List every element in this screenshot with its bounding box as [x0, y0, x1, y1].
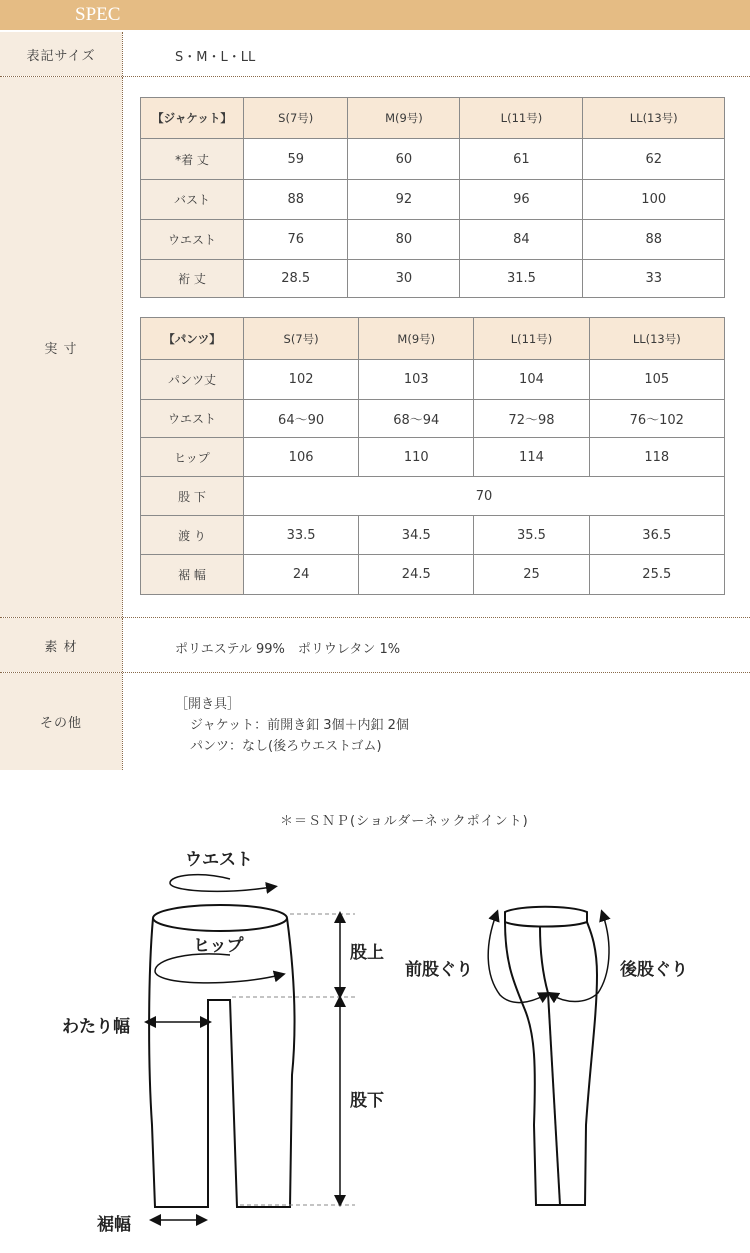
jacket-table-header-row	[141, 98, 725, 139]
value-cell: 61	[460, 139, 583, 180]
other-row	[0, 673, 750, 770]
pants-header-cell: LL(13号)	[589, 318, 724, 360]
mata-shita-label: 股下	[350, 1091, 384, 1111]
jacket-header-cell: 【ジャケット】	[141, 98, 244, 139]
jacket-header-cell: LL(13号)	[583, 98, 725, 139]
table-row	[141, 260, 725, 298]
size-label-value: S・M・L・LL	[175, 50, 256, 65]
value-cell: 105	[589, 360, 724, 400]
pants-header-cell: L(11号)	[474, 318, 589, 360]
pants-size-table	[140, 317, 725, 595]
table-row	[141, 360, 725, 400]
table-row	[141, 477, 725, 516]
hip-arrow	[155, 954, 280, 983]
value-cell: 84	[460, 220, 583, 260]
material-value: ポリエステル 99% ポリウレタン 1%	[175, 642, 401, 657]
susohaba-label: 裾幅	[97, 1215, 131, 1235]
row-name-cell: ウエスト	[141, 220, 244, 260]
value-cell: 103	[359, 360, 474, 400]
row-name-cell: 渡 り	[141, 516, 244, 555]
jacket-size-table	[140, 97, 725, 298]
value-cell: 96	[460, 180, 583, 220]
value-cell: 102	[244, 360, 359, 400]
mata-ue-label: 股上	[350, 943, 384, 963]
waist-arrow	[170, 875, 272, 892]
row-name-cell: パンツ丈	[141, 360, 244, 400]
value-cell: 59	[244, 139, 348, 180]
spec-header: SPEC	[0, 0, 750, 30]
jacket-header-cell: S(7号)	[244, 98, 348, 139]
row-name-cell: *着 丈	[141, 139, 244, 180]
value-cell: 33	[583, 260, 725, 298]
snp-note: ＊＝ＳＮＰ(ショルダーネックポイント)	[280, 814, 529, 829]
table-row	[141, 220, 725, 260]
pants-measurement-diagram	[0, 835, 750, 1253]
waist-label: ウエスト	[185, 850, 253, 870]
mae-mata-label: 前股ぐり	[405, 960, 473, 980]
side-pants-outline	[505, 907, 597, 1205]
row-name-cell: 裄 丈	[141, 260, 244, 298]
pants-table-header-row	[141, 318, 725, 360]
value-cell: 92	[348, 180, 460, 220]
value-cell: 35.5	[474, 516, 589, 555]
size-label-heading: 表記サイズ	[0, 32, 122, 76]
value-cell: 64〜90	[244, 400, 359, 438]
value-cell: 118	[589, 438, 724, 477]
material-row	[0, 618, 750, 672]
table-row	[141, 438, 725, 477]
value-cell: 24.5	[359, 555, 474, 595]
table-row	[141, 555, 725, 595]
value-cell: 88	[244, 180, 348, 220]
other-heading: その他	[0, 673, 122, 770]
pants-header-cell: S(7号)	[244, 318, 359, 360]
pants-header-cell: M(9号)	[359, 318, 474, 360]
row-name-cell: 裾 幅	[141, 555, 244, 595]
row-name-cell: バスト	[141, 180, 244, 220]
table-row	[141, 400, 725, 438]
material-heading: 素 材	[0, 618, 122, 672]
pants-header-cell: 【パンツ】	[141, 318, 244, 360]
value-cell: 72〜98	[474, 400, 589, 438]
value-cell: 76〜102	[589, 400, 724, 438]
value-cell: 110	[359, 438, 474, 477]
merged-value-cell: 70	[244, 477, 725, 516]
value-cell: 88	[583, 220, 725, 260]
value-cell: 106	[244, 438, 359, 477]
measurements-heading: 実 寸	[0, 77, 122, 617]
value-cell: 104	[474, 360, 589, 400]
value-cell: 24	[244, 555, 359, 595]
hip-label: ヒップ	[193, 936, 244, 956]
other-line: ［開き具］	[175, 697, 241, 712]
value-cell: 36.5	[589, 516, 724, 555]
value-cell: 25.5	[589, 555, 724, 595]
ushiro-mata-label: 後股ぐり	[620, 960, 688, 980]
value-cell: 30	[348, 260, 460, 298]
value-cell: 31.5	[460, 260, 583, 298]
table-row	[141, 516, 725, 555]
row-name-cell: 股 下	[141, 477, 244, 516]
value-cell: 34.5	[359, 516, 474, 555]
watari-label: わたり幅	[62, 1017, 130, 1037]
value-cell: 114	[474, 438, 589, 477]
jacket-header-cell: M(9号)	[348, 98, 460, 139]
value-cell: 25	[474, 555, 589, 595]
jacket-header-cell: L(11号)	[460, 98, 583, 139]
other-line: パンツ：なし(後ろウエストゴム)	[190, 739, 382, 754]
value-cell: 62	[583, 139, 725, 180]
row-name-cell: ヒップ	[141, 438, 244, 477]
value-cell: 68〜94	[359, 400, 474, 438]
value-cell: 80	[348, 220, 460, 260]
value-cell: 60	[348, 139, 460, 180]
ushiro-mata-arrow	[552, 915, 609, 1002]
size-label-row	[0, 32, 750, 76]
row-name-cell: ウエスト	[141, 400, 244, 438]
value-cell: 28.5	[244, 260, 348, 298]
value-cell: 100	[583, 180, 725, 220]
value-cell: 76	[244, 220, 348, 260]
table-row	[141, 180, 725, 220]
other-line: ジャケット：前開き釦 3個＋内釦 2個	[190, 718, 409, 733]
table-row	[141, 139, 725, 180]
value-cell: 33.5	[244, 516, 359, 555]
